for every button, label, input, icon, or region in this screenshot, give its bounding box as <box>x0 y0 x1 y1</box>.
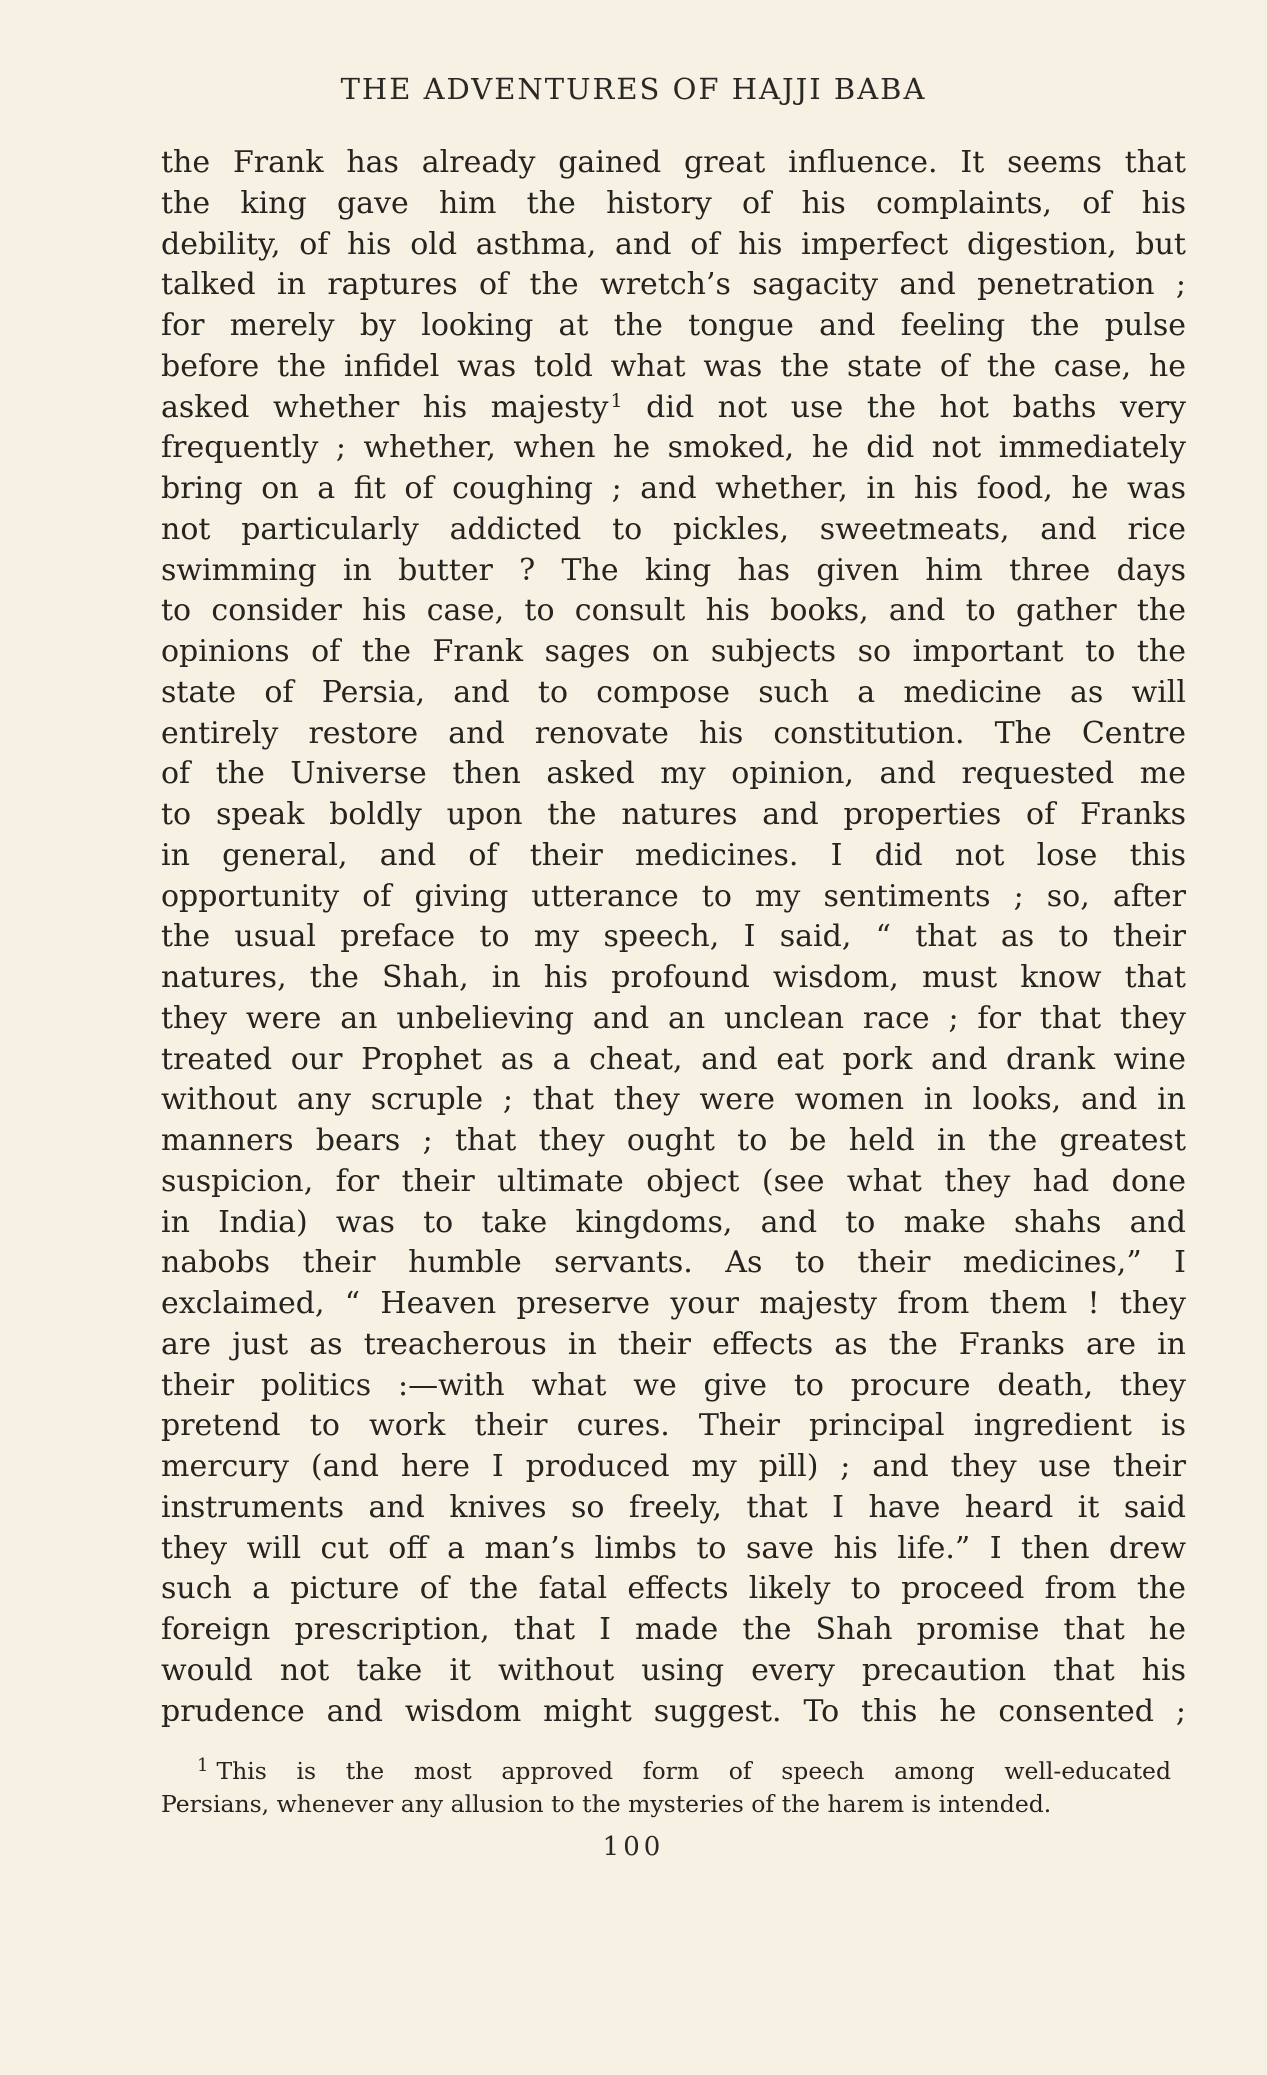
text-line: to speak boldly upon the natures and properties of Franks <box>161 797 1186 832</box>
text-line: foreign prescription, that I made the Shah promise that he <box>161 1612 1186 1647</box>
footnote-block <box>161 1755 1171 1821</box>
text-line: opportunity of giving utterance to my sentiments ; so, after <box>161 878 1186 914</box>
text-line: manners bears ; that they ought to be held in the greatest <box>161 1123 1186 1158</box>
text-line: are just as treacherous in their effects as the Franks are in <box>161 1326 1186 1362</box>
text-line-with-footnote-ref <box>161 388 1186 429</box>
text-line: instruments and knives so freely, that I have heard it said <box>161 1489 1186 1525</box>
text-line: entirely restore and renovate his constitution. The Centre <box>161 715 1186 751</box>
text-line: in India) was to take kingdoms, and to make shahs and <box>161 1204 1186 1240</box>
text-line: prudence and wisdom might suggest. To this he consented ; <box>161 1693 1186 1729</box>
text-line: the Frank has already gained great influence. It seems that <box>161 145 1186 180</box>
text-line: without any scruple ; that they were women in looks, and in <box>161 1082 1186 1118</box>
text-line: treated our Prophet as a cheat, and eat pork and drank wine <box>161 1041 1186 1077</box>
text-line: nabobs their humble servants. As to their medicines,” I <box>161 1245 1186 1281</box>
text-line: they will cut off a man’s limbs to save his life.” I then drew <box>161 1530 1186 1566</box>
footnote-line: Persians, whenever any allusion to the mysteries of the harem is intended. <box>161 1790 1052 1818</box>
text-line: their politics :—with what we give to procure death, they <box>161 1367 1186 1403</box>
text-line: natures, the Shah, in his profound wisdom, must know that <box>161 960 1186 995</box>
text-segment: asked whether his majesty <box>161 389 609 425</box>
text-line: swimming in butter ? The king has given him three days <box>161 552 1186 588</box>
text-line: pretend to work their cures. Their principal ingredient is <box>161 1408 1186 1444</box>
text-segment: did not use the hot baths very <box>646 389 1186 425</box>
text-line: the usual preface to my speech, I said, “ that as to their <box>161 919 1186 955</box>
text-line: state of Persia, and to compose such a medicine as will <box>161 674 1186 710</box>
body-text <box>161 143 1186 1732</box>
text-line: suspicion, for their ultimate object (see what they had done <box>161 1163 1186 1199</box>
text-line: frequently ; whether, when he smoked, he did not immediately <box>161 430 1186 466</box>
text-line: for merely by looking at the tongue and feeling the pulse <box>161 308 1186 343</box>
text-line: to consider his case, to consult his books, and to gather the <box>161 593 1186 629</box>
text-line: the king gave him the history of his complaints, of his <box>161 185 1186 221</box>
footnote-reference: 1 <box>610 389 623 412</box>
running-head: THE ADVENTURES OF HAJJI BABA <box>340 72 927 106</box>
page-number: 100 <box>602 1832 665 1862</box>
text-line: debility, of his old asthma, and of his imperfect digestion, but <box>161 226 1186 262</box>
text-line: such a picture of the fatal effects likely to proceed from the <box>161 1571 1186 1607</box>
text-line: talked in raptures of the wretch’s sagacity and penetration ; <box>161 267 1186 303</box>
text-line: not particularly addicted to pickles, sweetmeats, and rice <box>161 511 1186 547</box>
text-line: bring on a fit of coughing ; and whether, in his food, he was <box>161 471 1186 506</box>
text-line: in general, and of their medicines. I did not lose this <box>161 837 1186 873</box>
text-line: opinions of the Frank sages on subjects so important to the <box>161 634 1186 669</box>
text-line: of the Universe then asked my opinion, and requested me <box>161 756 1186 792</box>
footnote-line <box>161 1755 1171 1788</box>
text-line: exclaimed, “ Heaven preserve your majesty from them ! they <box>161 1286 1186 1321</box>
text-line: mercury (and here I produced my pill) ; and they use their <box>161 1449 1186 1484</box>
text-line: would not take it without using every precaution that his <box>161 1652 1186 1688</box>
footnote-text: This is the most approved form of speech among well-educated <box>216 1757 1171 1785</box>
footnote-mark: 1 <box>197 1755 209 1776</box>
text-line: before the infidel was told what was the state of the case, he <box>161 348 1186 384</box>
text-line: they were an unbelieving and an unclean race ; for that they <box>161 1000 1186 1036</box>
